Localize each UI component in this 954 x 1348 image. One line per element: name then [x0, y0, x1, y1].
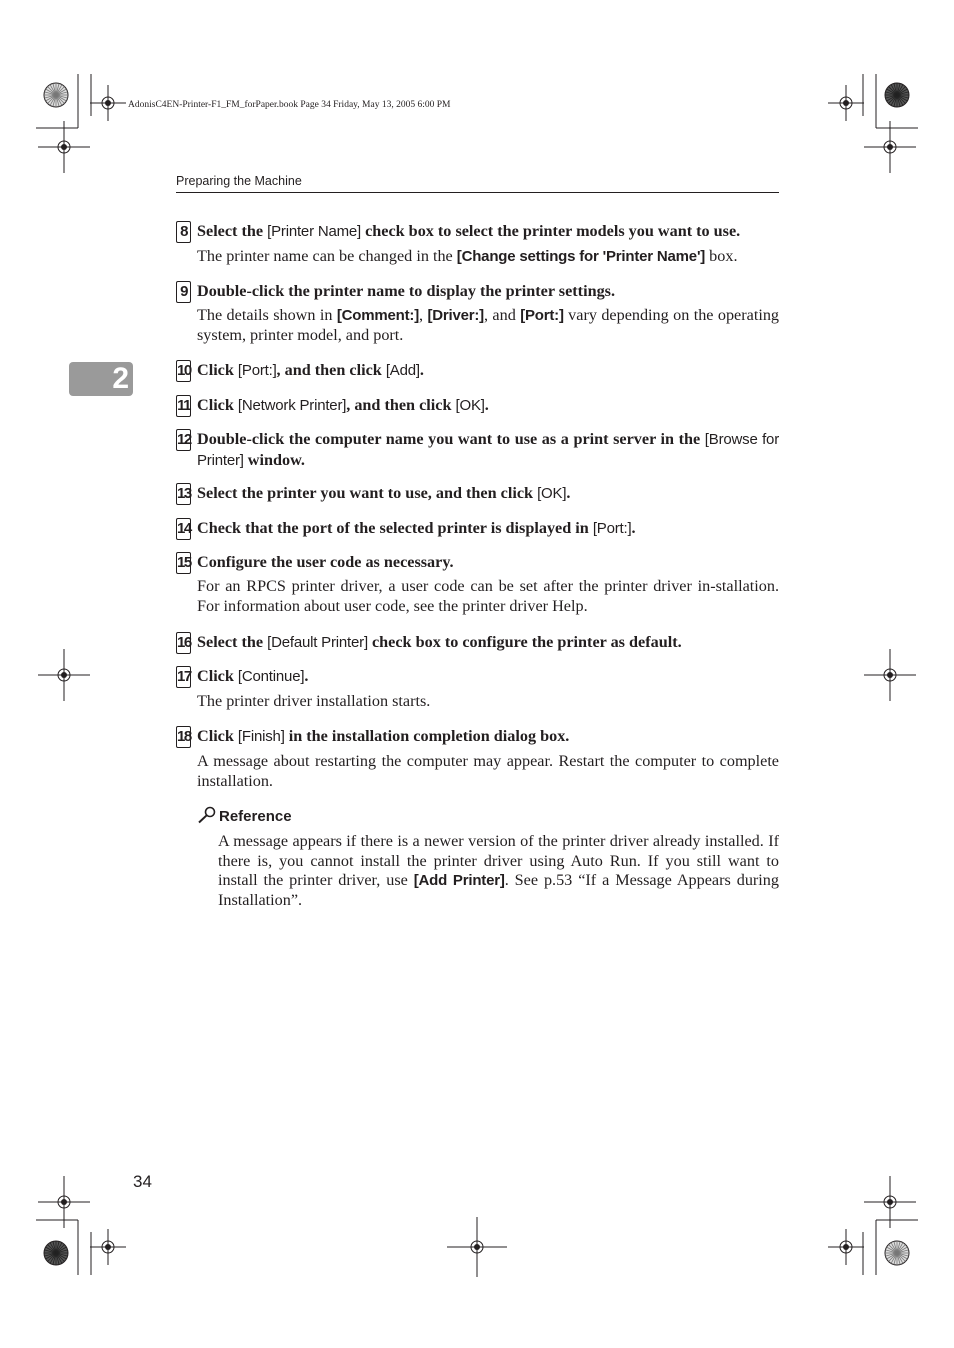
color-bar-mark — [44, 83, 68, 107]
step-12 — [176, 429, 779, 471]
step-number: 11 — [176, 395, 191, 417]
crosshair-mark — [38, 121, 90, 173]
step-number: 18 — [176, 726, 191, 748]
crosshair-mark — [447, 1217, 507, 1277]
reference-heading: Reference — [197, 806, 292, 825]
reference-text: A message appears if there is a newer version of the printer driver already installed. If there is, you cannot install the printer driver using Auto Run. If you still want to install the printer driver, use [Add Printer]. See p.53 “If a Message Appears during Installation”. — [218, 832, 779, 909]
step-title: Select the [Printer Name] check box to select the printer models you want to use. — [197, 222, 741, 240]
crosshair-mark — [38, 649, 90, 701]
step-8 — [176, 221, 779, 267]
crosshair-mark — [828, 1229, 864, 1265]
step-number: 17 — [176, 666, 191, 688]
step-title: Select the printer you want to use, and then click [OK]. — [197, 484, 571, 502]
step-title: Double-click the printer name to display the printer settings. — [197, 282, 616, 300]
step-number: 8 — [176, 221, 191, 243]
book-info-slug: AdonisC4EN-Printer-F1_FM_forPaper.book Page 34 Friday, May 13, 2005 6:00 PM — [128, 100, 451, 110]
step-title: Check that the port of the selected printer is displayed in [Port:]. — [197, 519, 636, 537]
step-number: 9 — [176, 281, 191, 303]
step-13 — [176, 483, 779, 504]
step-title: Configure the user code as necessary. — [197, 553, 454, 571]
step-description: For an RPCS printer driver, a user code can be set after the printer driver in-stallation. For information about user code, see the printer driver Help. — [197, 577, 779, 615]
step-description: A message about restarting the computer may appear. Restart the computer to complete installation. — [197, 752, 779, 790]
step-15 — [176, 552, 779, 616]
color-bar-mark — [885, 83, 909, 107]
step-number: 14 — [176, 518, 191, 540]
crosshair-mark — [864, 649, 916, 701]
step-number: 13 — [176, 483, 191, 505]
step-18 — [176, 726, 779, 791]
step-title: Double-click the computer name you want to use as a print server in the [Browse for Printer] window. — [197, 430, 779, 469]
step-description: The details shown in [Comment:], [Driver:], and [Port:] vary depending on the operating system, printer model, and port. — [197, 306, 780, 344]
step-number: 10 — [176, 360, 191, 382]
step-9 — [176, 281, 779, 345]
color-bar-mark — [44, 1241, 68, 1265]
step-16 — [176, 632, 779, 653]
step-17 — [176, 666, 779, 712]
chapter-tab: 2 — [69, 362, 133, 396]
step-title: Click [Finish] in the installation completion dialog box. — [197, 727, 570, 745]
crosshair-mark — [828, 85, 864, 121]
step-title: Click [Continue]. — [197, 667, 309, 685]
page-number: 34 — [133, 1172, 152, 1191]
crosshair-mark — [864, 121, 916, 173]
step-title: Select the [Default Printer] check box to configure the printer as default. — [197, 633, 682, 651]
header-rule — [176, 192, 779, 193]
step-number: 16 — [176, 632, 191, 654]
step-description: The printer driver installation starts. — [197, 692, 431, 710]
color-bar-mark — [885, 1241, 909, 1265]
step-title: Click [Port:], and then click [Add]. — [197, 361, 424, 379]
step-14 — [176, 518, 779, 539]
crosshair-mark — [90, 1229, 126, 1265]
magnifier-icon — [197, 808, 219, 825]
step-10 — [176, 360, 779, 381]
step-number: 15 — [176, 552, 191, 574]
step-11 — [176, 395, 779, 416]
crosshair-mark — [90, 85, 126, 121]
running-header: Preparing the Machine — [176, 174, 302, 188]
step-title: Click [Network Printer], and then click [OK]. — [197, 396, 489, 414]
step-description: The printer name can be changed in the [Change settings for 'Printer Name'] box. — [197, 247, 738, 265]
step-number: 12 — [176, 429, 191, 451]
